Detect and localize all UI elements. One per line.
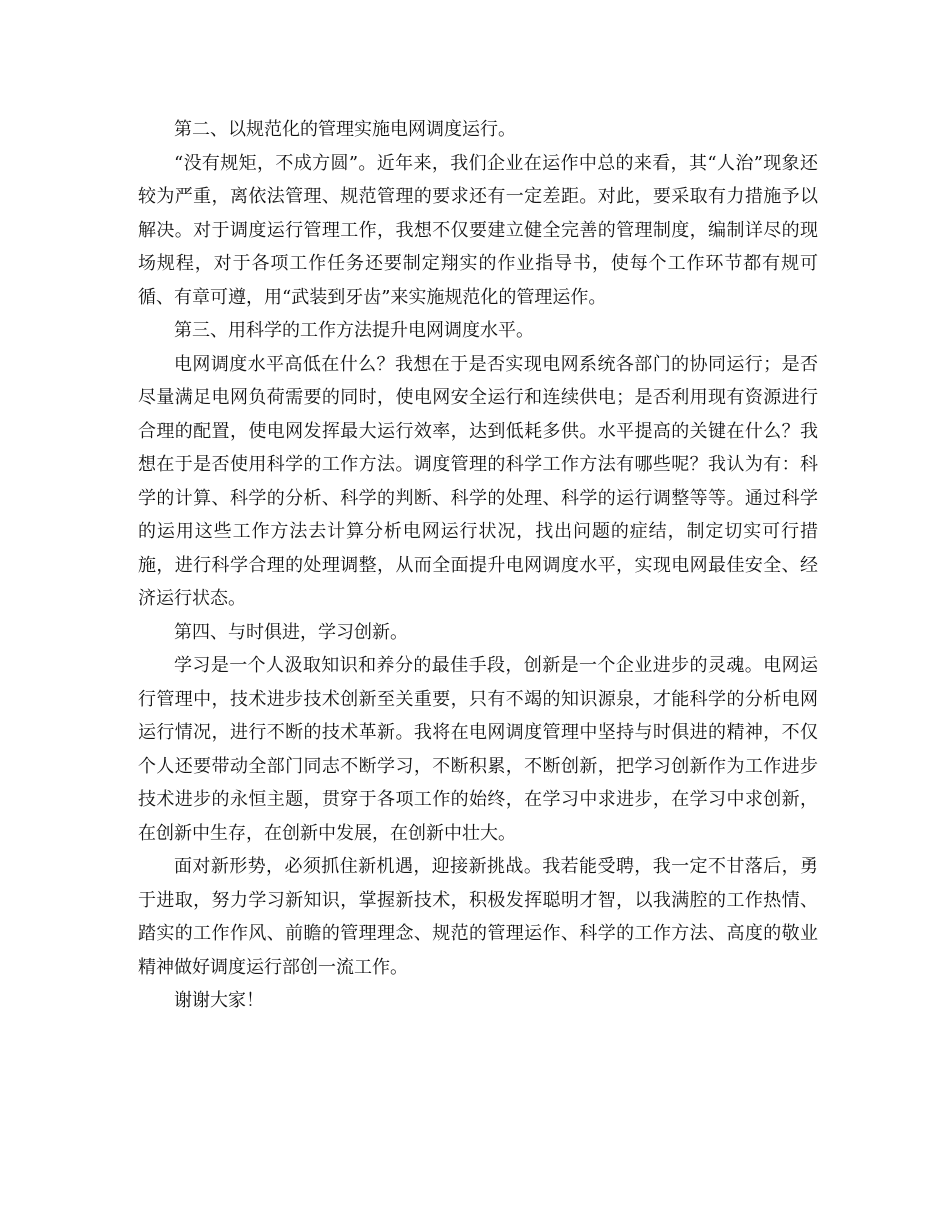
- section-heading-3: 第三、用科学的工作方法提升电网调度水平。: [174, 320, 534, 341]
- closing-line: 谢谢大家！: [174, 990, 264, 1011]
- document-body: [138, 113, 818, 1018]
- section-heading-4: 第四、与时俱进，学习创新。: [174, 621, 408, 643]
- body-paragraph: 学习是一个人汲取知识和养分的最佳手段，创新是一个企业进步的灵魂。电网运行管理中，技术进步技术创新至关重要，只有不竭的知识源泉，才能科学的分析电网运行情况，进行不断的技术革新。我将在电网调度管理中坚持与时俱进的精神，不仅个人还要带动全部门同志不断学习，不断积累，不断创新，把学习创新作为工作进步技术进步的永恒主题，贯穿于各项工作的始终，在学习中求进步，在学习中求创新，在创新中生存，在创新中发展，在创新中壮大。: [138, 655, 818, 844]
- section-heading-2: 第二、以规范化的管理实施电网调度运行。: [174, 119, 516, 140]
- body-paragraph: 电网调度水平高低在什么？我想在于是否实现电网系统各部门的协同运行；是否尽量满足电网负荷需要的同时，使电网安全运行和连续供电；是否利用现有资源进行合理的配置，使电网发挥最大运行效率，达到低耗多供。水平提高的关键在什么？我想在于是否使用科学的工作方法。调度管理的科学工作方法有哪些呢？我认为有：科学的计算、科学的分析、科学的判断、科学的处理、科学的运行调整等等。通过科学的运用这些工作方法去计算分析电网运行状况，找出问题的症结，制定切实可行措施，进行科学合理的处理调整，从而全面提升电网调度水平，实现电网最佳安全、经济运行状态。: [138, 353, 818, 609]
- body-paragraph: “没有规矩，不成方圆”。近年来，我们企业在运作中总的来看，其“人治”现象还较为严重，离依法管理、规范管理的要求还有一定差距。对此，要采取有力措施予以解决。对于调度运行管理工作，我想不仅要建立健全完善的管理制度，编制详尽的现场规程，对于各项工作任务还要制定翔实的作业指导书，使每个工作环节都有规可循、有章可遵，用“武装到牙齿”来实施规范化的管理运作。: [138, 152, 818, 308]
- body-paragraph: 面对新形势，必须抓住新机遇，迎接新挑战。我若能受聘，我一定不甘落后，勇于进取，努力学习新知识，掌握新技术，积极发挥聪明才智，以我满腔的工作热情、踏实的工作作风、前瞻的管理理念、规范的管理运作、科学的工作方法、高度的敬业精神做好调度运行部创一流工作。: [138, 856, 818, 978]
